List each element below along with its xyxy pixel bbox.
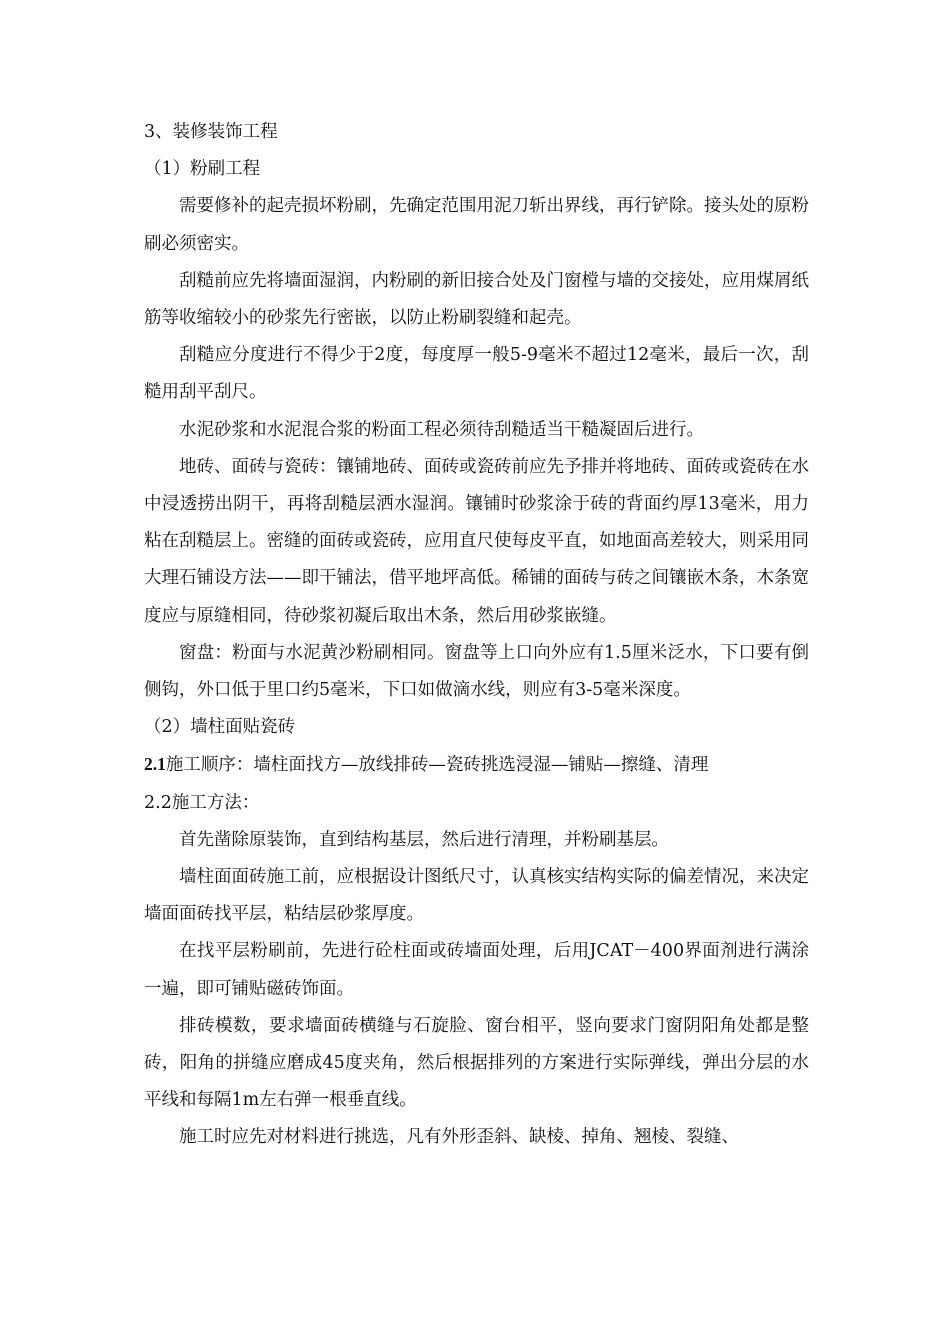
paragraph-repair-plaster: 需要修补的起壳损坏粉刷，先确定范围用泥刀斩出界线，再行铲除。接头处的原粉刷必须密实。	[144, 196, 809, 254]
paragraph-interface-agent: 在找平层粉刷前，先进行砼柱面或砖墙面处理，后用JCAT－400界面剂进行满涂一遍，即可铺贴磁砖饰面。	[144, 941, 809, 999]
item-construction-sequence-text: 施工顺序：墙柱面找方—放线排砖—瓷砖挑选浸湿—铺贴—擦缝、清理	[165, 755, 709, 776]
paragraph-window-sill: 窗盘：粉面与水泥黄沙粉刷相同。窗盘等上口向外应有1.5厘米泛水，下口要有倒侧钩，外口低于里口约5毫米，下口如做滴水线，则应有3-5毫米深度。	[144, 642, 809, 701]
item-construction-sequence	[144, 746, 809, 784]
section-heading: 3、装修装饰工程	[144, 122, 278, 142]
paragraph-wetting-wall: 刮糙前应先将墙面湿润，内粉刷的新旧接合处及门窗樘与墙的交接处，应用煤屑纸筋等收缩较小的砂浆先行密嵌，以防止粉刷裂缝和起壳。	[144, 270, 809, 329]
paragraph-scratch-coat-layers: 刮糙应分度进行不得少于2度，每度厚一般5-9毫米不超过12毫米，最后一次，刮糙用刮平刮尺。	[144, 345, 809, 403]
item-number-2-1: 2.1	[144, 754, 166, 775]
paragraph-material-selection: 施工时应先对材料进行挑选，凡有外形歪斜、缺棱、掉角、翘棱、裂缝、	[179, 1127, 739, 1148]
document-body	[144, 114, 809, 1157]
subsection-heading-plastering: （1）粉刷工程	[144, 159, 261, 180]
paragraph-tile-layout: 排砖模数，要求墙面砖横缝与石旋脸、窗台相平，竖向要求门窗阴阳角处都是整砖，阳角的拼缝应磨成45度夹角，然后根据排列的方案进行实际弹线，弹出分层的水平线和每隔1m左右弹一根垂直线。	[144, 1015, 809, 1111]
subsection-heading-wall-tiles: （2）墙柱面贴瓷砖	[144, 717, 296, 738]
paragraph-cement-mortar: 水泥砂浆和水泥混合浆的粉面工程必须待刮糙适当干糙凝固后进行。	[179, 419, 704, 440]
paragraph-remove-old-finish: 首先凿除原装饰，直到结构基层，然后进行清理，并粉刷基层。	[179, 829, 669, 850]
paragraph-check-deviation: 墙柱面面砖施工前，应根据设计图纸尺寸，认真核实结构实际的偏差情况，来决定墙面面砖找平层，粘结层砂浆厚度。	[144, 867, 809, 925]
item-construction-method-heading: 2.2施工方法：	[144, 792, 260, 813]
paragraph-floor-tiles: 地砖、面砖与瓷砖：镶铺地砖、面砖或瓷砖前应先予排并将地砖、面砖或瓷砖在水中浸透捞出阴干，再将刮糙层洒水湿润。镶铺时砂浆涂于砖的背面约厚13毫米，用力粘在刮糙层上。密缝的面砖或瓷砖，应用直尺使每皮平直，如地面高差较大，则采用同大理石铺设方法——即干铺法，借平地坪高低。稀铺的面砖与砖之间镶嵌木条，木条宽度应与原缝相同，待砂浆初凝后取出木条，然后用砂浆嵌缝。	[144, 456, 809, 626]
